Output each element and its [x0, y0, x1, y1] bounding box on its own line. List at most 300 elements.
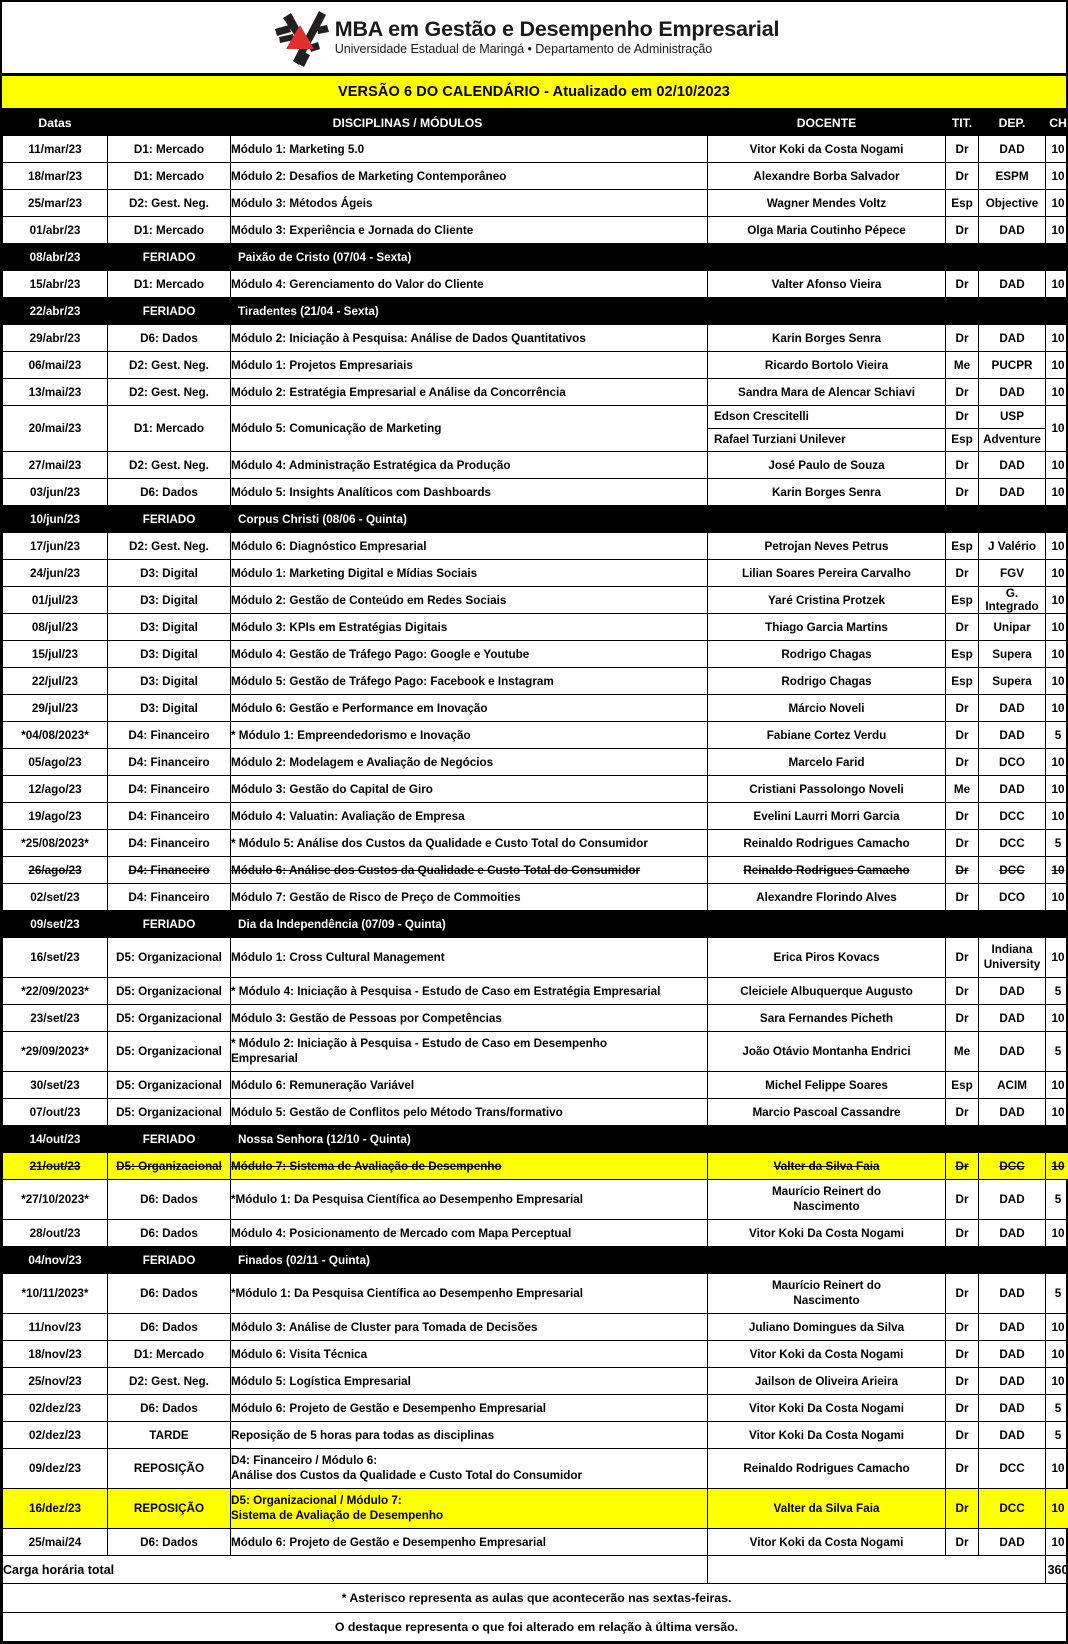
- cell-module: Módulo 1: Cross Cultural Management: [231, 938, 708, 978]
- table-row: [3, 406, 1068, 452]
- table-row: [3, 1529, 1068, 1556]
- cell-date: 05/ago/23: [3, 749, 108, 776]
- cell-dept: Indiana University: [979, 938, 1046, 978]
- table-row: [3, 749, 1068, 776]
- cell-dept: Objective: [979, 190, 1046, 217]
- table-row: [3, 884, 1068, 911]
- cell-hours: 10: [1046, 325, 1068, 352]
- column-header-dept: DEP.: [979, 111, 1046, 136]
- cell-date: 24/jun/23: [3, 560, 108, 587]
- cell-date: 01/abr/23: [3, 217, 108, 244]
- cell-discipline: D1: Mercado: [108, 136, 231, 163]
- cell-teacher: Vitor Koki da Costa Nogami: [708, 136, 946, 163]
- cell-title: Dr: [946, 1529, 979, 1556]
- cell-teacher: Alexandre Borba Salvador: [708, 163, 946, 190]
- cell-teacher: Jailson de Oliveira Arieira: [708, 1368, 946, 1395]
- cell-discipline: D3: Digital: [108, 587, 231, 614]
- cell-module: Módulo 6: Projeto de Gestão e Desempenho Empresarial: [231, 1529, 708, 1556]
- cell-teacher: Thiago Garcia Martins: [708, 614, 946, 641]
- cell-hours: 10: [1046, 452, 1068, 479]
- cell-title: Dr: [946, 163, 979, 190]
- cell-module: Módulo 7: Gestão de Risco de Preço de Commoities: [231, 884, 708, 911]
- table-row: [3, 1153, 1068, 1180]
- table-row: [3, 1220, 1068, 1247]
- table-row: [3, 1368, 1068, 1395]
- cell-discipline: D1: Mercado: [108, 217, 231, 244]
- cell-hours: 10: [1046, 217, 1068, 244]
- cell-discipline: D1: Mercado: [108, 271, 231, 298]
- cell-hours: 10: [1046, 1005, 1068, 1032]
- cell-date: 18/nov/23: [3, 1341, 108, 1368]
- cell-title: Dr: [946, 614, 979, 641]
- cell-teacher: Vitor Koki Da Costa Nogami: [708, 1395, 946, 1422]
- cell-module: * Módulo 5: Análise dos Custos da Qualidade e Custo Total do Consumidor: [231, 830, 708, 857]
- cell-hours: 10: [1046, 749, 1068, 776]
- cell-dept: DAD: [979, 1220, 1046, 1247]
- cell-date: 01/jul/23: [3, 587, 108, 614]
- cell-hours: 10: [1046, 938, 1068, 978]
- cell-dept: J Valério: [979, 533, 1046, 560]
- total-label: Carga horária total: [3, 1556, 708, 1584]
- schedule-table: [2, 110, 1068, 1642]
- cell-discipline: D6: Dados: [108, 325, 231, 352]
- cell-hours: 5: [1046, 1032, 1068, 1072]
- cell-title: Dr: [946, 1099, 979, 1126]
- table-row: [3, 1274, 1068, 1314]
- cell-teacher: Marcio Pascoal Cassandre: [708, 1099, 946, 1126]
- cell-title: Dr: [946, 1489, 979, 1529]
- cell-module: Módulo 6: Diagnóstico Empresarial: [231, 533, 708, 560]
- cell-dept: G. Integrado: [979, 587, 1046, 614]
- total-hours: 360: [1046, 1556, 1068, 1584]
- cell-title: Dr: [946, 722, 979, 749]
- cell-dept: DCC: [979, 830, 1046, 857]
- cell-module: Módulo 3: Gestão de Pessoas por Competências: [231, 1005, 708, 1032]
- cell-module: Módulo 3: Gestão do Capital de Giro: [231, 776, 708, 803]
- cell-title: Dr: [946, 325, 979, 352]
- cell-dept: DAD: [979, 452, 1046, 479]
- table-row: [3, 722, 1068, 749]
- cell-discipline: D6: Dados: [108, 1529, 231, 1556]
- cell-date: 09/dez/23: [3, 1449, 108, 1489]
- cell-dept: DAD: [979, 978, 1046, 1005]
- table-body: [3, 136, 1068, 1556]
- cell-title: Dr: [946, 1153, 979, 1180]
- cell-hours: 5: [1046, 1274, 1068, 1314]
- cell-title: Esp: [946, 190, 979, 217]
- institution-subtitle: Universidade Estadual de Maringá • Departamento de Administração: [335, 43, 779, 56]
- cell-date: 30/set/23: [3, 1072, 108, 1099]
- cell-dept: DAD: [979, 695, 1046, 722]
- cell-dept: DAD: [979, 1274, 1046, 1314]
- cell-title: Me: [946, 776, 979, 803]
- cell-hours: 5: [1046, 1422, 1068, 1449]
- cell-teacher: Yaré Cristina Protzek: [708, 587, 946, 614]
- cell-date: *25/08/2023*: [3, 830, 108, 857]
- cell-hours: 10: [1046, 803, 1068, 830]
- cell-module: Módulo 5: Gestão de Tráfego Pago: Facebook e Instagram: [231, 668, 708, 695]
- table-row: [3, 857, 1068, 884]
- cell-hours: 10: [1046, 776, 1068, 803]
- cell-title: Dr: [946, 1005, 979, 1032]
- cell-teacher: Marcelo Farid: [708, 749, 946, 776]
- table-row: [3, 1314, 1068, 1341]
- cell-teacher: Karin Borges Senra: [708, 325, 946, 352]
- cell-title: Esp: [946, 533, 979, 560]
- cell-hours: 10: [1046, 533, 1068, 560]
- cell-module: Módulo 3: KPIs em Estratégias Digitais: [231, 614, 708, 641]
- cell-discipline: D6: Dados: [108, 1274, 231, 1314]
- cell-date: 18/mar/23: [3, 163, 108, 190]
- cell-hours: 10: [1046, 271, 1068, 298]
- cell-title: Dr: [946, 1449, 979, 1489]
- cell-module: Módulo 5: Comunicação de Marketing: [231, 406, 708, 452]
- cell-hours: 10: [1046, 352, 1068, 379]
- cell-dept: Unipar: [979, 614, 1046, 641]
- note-row-asterisk: [3, 1584, 1068, 1613]
- cell-date: 25/nov/23: [3, 1368, 108, 1395]
- cell-teacher: Fabiane Cortez Verdu: [708, 722, 946, 749]
- holiday-row: [3, 298, 1068, 325]
- column-header-teacher: DOCENTE: [708, 111, 946, 136]
- cell-teacher: Karin Borges Senra: [708, 479, 946, 506]
- cell-title: Dr: [946, 803, 979, 830]
- cell-dept: DAD: [979, 479, 1046, 506]
- cell-dept: DAD: [979, 1529, 1046, 1556]
- cell-dept: DCC: [979, 857, 1046, 884]
- cell-discipline: D2: Gest. Neg.: [108, 1368, 231, 1395]
- cell-teacher: Petrojan Neves Petrus: [708, 533, 946, 560]
- cell-dept: DCC: [979, 1449, 1046, 1489]
- cell-discipline: D2: Gest. Neg.: [108, 190, 231, 217]
- cell-date: 15/jul/23: [3, 641, 108, 668]
- cell-title: Dr: [946, 136, 979, 163]
- cell-hours: 10: [1046, 1314, 1068, 1341]
- cell-title: Dr Esp: [946, 406, 979, 452]
- cell-discipline: D1: Mercado: [108, 1341, 231, 1368]
- cell-date: 16/set/23: [3, 938, 108, 978]
- cell-title: Dr: [946, 271, 979, 298]
- cell-date: 11/nov/23: [3, 1314, 108, 1341]
- cell-hours: 10: [1046, 136, 1068, 163]
- cell-module: Módulo 4: Administração Estratégica da Produção: [231, 452, 708, 479]
- cell-date: 29/jul/23: [3, 695, 108, 722]
- cell-title: Esp: [946, 641, 979, 668]
- cell-teacher: João Otávio Montanha Endrici: [708, 1032, 946, 1072]
- cell-discipline: D5: Organizacional: [108, 1153, 231, 1180]
- cell-hours: 10: [1046, 614, 1068, 641]
- cell-module: *Módulo 1: Da Pesquisa Científica ao Desempenho Empresarial: [231, 1180, 708, 1220]
- holiday-row: [3, 244, 1068, 271]
- cell-hours: 10: [1046, 668, 1068, 695]
- cell-teacher: Vitor Koki da Costa Nogami: [708, 1529, 946, 1556]
- table-row: [3, 379, 1068, 406]
- table-row: [3, 479, 1068, 506]
- cell-module: Módulo 5: Logística Empresarial: [231, 1368, 708, 1395]
- cell-module: Módulo 2: Iniciação à Pesquisa: Análise de Dados Quantitativos: [231, 325, 708, 352]
- cell-module: Módulo 6: Gestão e Performance em Inovação: [231, 695, 708, 722]
- cell-dept: DAD: [979, 1032, 1046, 1072]
- cell-teacher: Maurício Reinert do Nascimento: [708, 1274, 946, 1314]
- cell-teacher: Márcio Noveli: [708, 695, 946, 722]
- cell-teacher: Sara Fernandes Picheth: [708, 1005, 946, 1032]
- cell-discipline: D4: Financeiro: [108, 803, 231, 830]
- table-row: [3, 1395, 1068, 1422]
- cell-date: *10/11/2023*: [3, 1274, 108, 1314]
- table-row: [3, 217, 1068, 244]
- cell-hours: 10: [1046, 1449, 1068, 1489]
- cell-holiday-name: Tiradentes (21/04 - Sexta): [231, 298, 1068, 325]
- cell-module: Módulo 5: Insights Analíticos com Dashboards: [231, 479, 708, 506]
- cell-discipline: D2: Gest. Neg.: [108, 379, 231, 406]
- logo-lockup: [273, 7, 779, 69]
- cell-module: Módulo 4: Gestão de Tráfego Pago: Google e Youtube: [231, 641, 708, 668]
- cell-discipline: REPOSIÇÃO: [108, 1449, 231, 1489]
- column-header-title: TIT.: [946, 111, 979, 136]
- cell-date: 20/mai/23: [3, 406, 108, 452]
- cell-holiday-name: Finados (02/11 - Quinta): [231, 1247, 1068, 1274]
- cell-module: Módulo 4: Gerenciamento do Valor do Cliente: [231, 271, 708, 298]
- column-header-date: Datas: [3, 111, 108, 136]
- cell-holiday-name: Nossa Senhora (12/10 - Quinta): [231, 1126, 1068, 1153]
- cell-module: Módulo 2: Modelagem e Avaliação de Negócios: [231, 749, 708, 776]
- table-row: [3, 641, 1068, 668]
- cell-hours: 10: [1046, 1220, 1068, 1247]
- cell-dept: DCC: [979, 803, 1046, 830]
- cell-teacher: Maurício Reinert do Nascimento: [708, 1180, 946, 1220]
- cell-module: Módulo 3: Experiência e Jornada do Cliente: [231, 217, 708, 244]
- cell-hours: 10: [1046, 1072, 1068, 1099]
- table-row: [3, 830, 1068, 857]
- cell-module: Módulo 1: Projetos Empresariais: [231, 352, 708, 379]
- cell-date: 15/abr/23: [3, 271, 108, 298]
- cell-discipline: D1: Mercado: [108, 163, 231, 190]
- cell-discipline: D3: Digital: [108, 695, 231, 722]
- cell-module: Módulo 5: Gestão de Conflitos pelo Método Trans/formativo: [231, 1099, 708, 1126]
- cell-teacher: Alexandre Florindo Alves: [708, 884, 946, 911]
- cell-module: Módulo 2: Estratégia Empresarial e Análise da Concorrência: [231, 379, 708, 406]
- cell-discipline: D5: Organizacional: [108, 1099, 231, 1126]
- column-header-discipline: DISCIPLINAS / MÓDULOS: [108, 111, 708, 136]
- cell-title: Me: [946, 1032, 979, 1072]
- cell-module: Módulo 6: Remuneração Variável: [231, 1072, 708, 1099]
- cell-title: Dr: [946, 857, 979, 884]
- cell-discipline: D2: Gest. Neg.: [108, 452, 231, 479]
- table-row: [3, 938, 1068, 978]
- table-row: [3, 1180, 1068, 1220]
- cell-discipline: D1: Mercado: [108, 406, 231, 452]
- cell-hours: 5: [1046, 722, 1068, 749]
- note-asterisk: * Asterisco representa as aulas que acontecerão nas sextas-feiras.: [3, 1584, 1068, 1613]
- table-row: [3, 587, 1068, 614]
- cell-dept: DAD: [979, 271, 1046, 298]
- cell-title: Dr: [946, 217, 979, 244]
- cell-date: 10/jun/23: [3, 506, 108, 533]
- cell-title: Dr: [946, 1180, 979, 1220]
- cell-module: Módulo 4: Valuatin: Avaliação de Empresa: [231, 803, 708, 830]
- cell-teacher: Ricardo Bortolo Vieira: [708, 352, 946, 379]
- cell-teacher: Rodrigo Chagas: [708, 641, 946, 668]
- cell-hours: 10: [1046, 884, 1068, 911]
- cell-teacher: Cleiciele Albuquerque Augusto: [708, 978, 946, 1005]
- column-header-hours: CH: [1046, 111, 1068, 136]
- cell-date: 29/abr/23: [3, 325, 108, 352]
- table-row: [3, 452, 1068, 479]
- cell-date: 27/mai/23: [3, 452, 108, 479]
- cell-date: 02/dez/23: [3, 1422, 108, 1449]
- cell-date: 06/mai/23: [3, 352, 108, 379]
- cell-title: Dr: [946, 1341, 979, 1368]
- cell-title: Dr: [946, 379, 979, 406]
- table-row: [3, 1341, 1068, 1368]
- document-header: [2, 2, 1066, 76]
- cell-discipline: REPOSIÇÃO: [108, 1489, 231, 1529]
- cell-title: Dr: [946, 749, 979, 776]
- cell-dept: ACIM: [979, 1072, 1046, 1099]
- cell-discipline: D4: Financeiro: [108, 884, 231, 911]
- cell-dept: ESPM: [979, 163, 1046, 190]
- cell-date: 11/mar/23: [3, 136, 108, 163]
- cell-dept: DAD: [979, 1005, 1046, 1032]
- cell-dept: DAD: [979, 1180, 1046, 1220]
- table-row: [3, 1489, 1068, 1529]
- cell-module: Módulo 6: Análise dos Custos da Qualidade e Custo Total do Consumidor: [231, 857, 708, 884]
- cell-date: 08/abr/23: [3, 244, 108, 271]
- cell-date: 09/set/23: [3, 911, 108, 938]
- version-banner: VERSÃO 6 DO CALENDÁRIO - Atualizado em 02/10/2023: [2, 76, 1066, 110]
- cell-hours: 10: [1046, 641, 1068, 668]
- table-header: [3, 111, 1068, 136]
- cell-title: Esp: [946, 587, 979, 614]
- cell-discipline: D3: Digital: [108, 668, 231, 695]
- cell-teacher: Edson Crescitelli Rafael Turziani Unilever: [708, 406, 946, 452]
- cell-discipline: D5: Organizacional: [108, 1072, 231, 1099]
- cell-discipline: FERIADO: [108, 1126, 231, 1153]
- cell-hours: 10: [1046, 406, 1068, 452]
- cell-dept: Supera: [979, 668, 1046, 695]
- header-row: [3, 111, 1068, 136]
- cell-discipline: D3: Digital: [108, 614, 231, 641]
- cell-discipline: D6: Dados: [108, 1180, 231, 1220]
- cell-date: 22/jul/23: [3, 668, 108, 695]
- table-footer: [3, 1556, 1068, 1642]
- cell-teacher: Valter da Silva Faia: [708, 1489, 946, 1529]
- cell-teacher: José Paulo de Souza: [708, 452, 946, 479]
- cell-date: 25/mar/23: [3, 190, 108, 217]
- cell-module: * Módulo 2: Iniciação à Pesquisa - Estudo de Caso em Desempenho Empresarial: [231, 1032, 708, 1072]
- cell-dept: Supera: [979, 641, 1046, 668]
- cell-teacher: Evelini Laurri Morri Garcia: [708, 803, 946, 830]
- table-row: [3, 776, 1068, 803]
- holiday-row: [3, 506, 1068, 533]
- cell-dept: DCC: [979, 1153, 1046, 1180]
- table-row: [3, 163, 1068, 190]
- cell-hours: 10: [1046, 379, 1068, 406]
- cell-hours: 10: [1046, 1529, 1068, 1556]
- cell-title: Dr: [946, 452, 979, 479]
- cell-teacher: Michel Felippe Soares: [708, 1072, 946, 1099]
- cell-dept: DAD: [979, 722, 1046, 749]
- cell-dept: DAD: [979, 1395, 1046, 1422]
- cell-discipline: TARDE: [108, 1422, 231, 1449]
- cell-teacher: Lilian Soares Pereira Carvalho: [708, 560, 946, 587]
- note-highlight: O destaque representa o que foi alterado em relação à última versão.: [3, 1613, 1068, 1642]
- cell-discipline: D6: Dados: [108, 1395, 231, 1422]
- cell-discipline: D2: Gest. Neg.: [108, 533, 231, 560]
- cell-dept: FGV: [979, 560, 1046, 587]
- cell-hours: 10: [1046, 190, 1068, 217]
- cell-dept: DAD: [979, 1099, 1046, 1126]
- cell-title: Dr: [946, 1220, 979, 1247]
- cell-date: 26/ago/23: [3, 857, 108, 884]
- cell-title: Dr: [946, 1314, 979, 1341]
- cell-date: 02/dez/23: [3, 1395, 108, 1422]
- table-row: [3, 352, 1068, 379]
- table-row: [3, 978, 1068, 1005]
- cell-date: 21/out/23: [3, 1153, 108, 1180]
- cell-discipline: FERIADO: [108, 1247, 231, 1274]
- cell-teacher: Reinaldo Rodrigues Camacho: [708, 1449, 946, 1489]
- cell-date: 13/mai/23: [3, 379, 108, 406]
- cell-hours: 10: [1046, 163, 1068, 190]
- cell-discipline: D4: Financeiro: [108, 857, 231, 884]
- holiday-row: [3, 911, 1068, 938]
- cell-discipline: D5: Organizacional: [108, 1032, 231, 1072]
- cell-teacher: Reinaldo Rodrigues Camacho: [708, 857, 946, 884]
- cell-discipline: FERIADO: [108, 911, 231, 938]
- cell-dept: DCO: [979, 884, 1046, 911]
- table-row: [3, 695, 1068, 722]
- cell-hours: 10: [1046, 857, 1068, 884]
- cell-hours: 5: [1046, 1395, 1068, 1422]
- cell-date: *29/09/2023*: [3, 1032, 108, 1072]
- table-row: [3, 190, 1068, 217]
- cell-teacher: Valter Afonso Vieira: [708, 271, 946, 298]
- table-row: [3, 1099, 1068, 1126]
- cell-dept: USP Adventure: [979, 406, 1046, 452]
- cell-discipline: D4: Financeiro: [108, 722, 231, 749]
- cell-discipline: FERIADO: [108, 244, 231, 271]
- cell-dept: DAD: [979, 136, 1046, 163]
- table-row: [3, 1032, 1068, 1072]
- cell-module: Módulo 2: Desafios de Marketing Contemporâneo: [231, 163, 708, 190]
- cell-hours: 5: [1046, 978, 1068, 1005]
- cell-dept: DAD: [979, 1368, 1046, 1395]
- cell-module: Módulo 1: Marketing 5.0: [231, 136, 708, 163]
- cell-module: Módulo 3: Análise de Cluster para Tomada de Decisões: [231, 1314, 708, 1341]
- cell-title: Dr: [946, 1368, 979, 1395]
- cell-hours: 10: [1046, 1489, 1068, 1529]
- cell-title: Dr: [946, 884, 979, 911]
- cell-discipline: D3: Digital: [108, 560, 231, 587]
- cell-teacher: Reinaldo Rodrigues Camacho: [708, 830, 946, 857]
- table-row: [3, 1449, 1068, 1489]
- cell-discipline: D3: Digital: [108, 641, 231, 668]
- note-row-highlight: [3, 1613, 1068, 1642]
- cell-date: 22/abr/23: [3, 298, 108, 325]
- cell-discipline: D2: Gest. Neg.: [108, 352, 231, 379]
- cell-module: D5: Organizacional / Módulo 7: Sistema de Avaliação de Desempenho: [231, 1489, 708, 1529]
- uem-logo-icon: [273, 7, 329, 69]
- cell-discipline: D5: Organizacional: [108, 1005, 231, 1032]
- cell-hours: 10: [1046, 1099, 1068, 1126]
- cell-teacher: Valter da Silva Faia: [708, 1153, 946, 1180]
- cell-module: Módulo 2: Gestão de Conteúdo em Redes Sociais: [231, 587, 708, 614]
- total-spacer: [708, 1556, 1046, 1584]
- cell-hours: 10: [1046, 1368, 1068, 1395]
- cell-title: Dr: [946, 695, 979, 722]
- cell-dept: DAD: [979, 325, 1046, 352]
